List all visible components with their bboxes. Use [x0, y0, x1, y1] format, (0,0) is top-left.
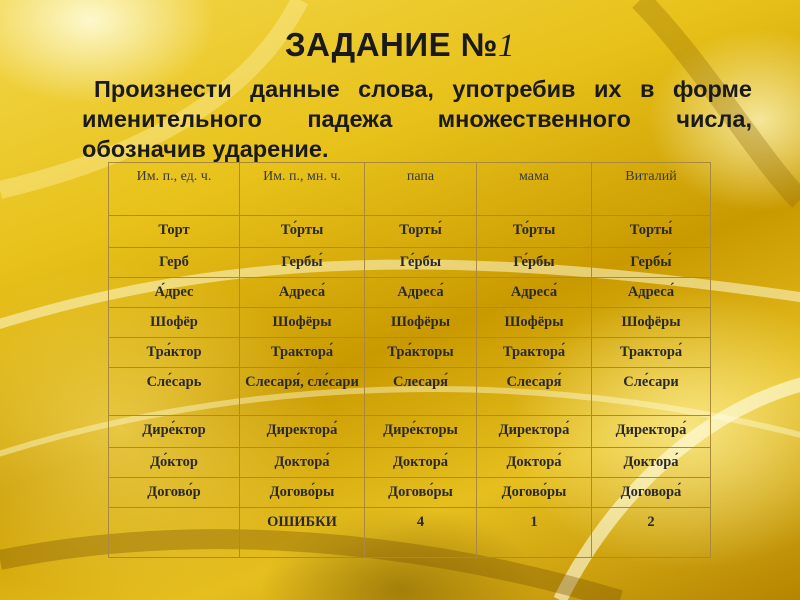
table-cell: Шофёры: [592, 308, 711, 338]
slide-title: [0, 26, 800, 65]
errors-row: [109, 508, 711, 558]
table-cell: Тра́кторы: [365, 338, 477, 368]
table-cell: Догово́р: [109, 478, 240, 508]
table-cell: Ге́рбы: [477, 248, 592, 278]
header-cell: Виталий: [592, 163, 711, 216]
table-cell: Директора́: [240, 416, 365, 448]
table-cell: Директора́: [592, 416, 711, 448]
table-cell: Адреса́: [477, 278, 592, 308]
table-cell: Дире́кторы: [365, 416, 477, 448]
table-cell: То́рты: [477, 216, 592, 248]
table-cell: Слесаря́: [477, 368, 592, 416]
table-cell: Шофёры: [365, 308, 477, 338]
errors-count: 4: [365, 508, 477, 558]
table-row: [109, 448, 711, 478]
table-cell: Договора́: [592, 478, 711, 508]
table-cell: Торты́: [365, 216, 477, 248]
table-cell: Тра́ктор: [109, 338, 240, 368]
table-cell: Герб: [109, 248, 240, 278]
table-cell: Торты́: [592, 216, 711, 248]
task-instruction: Произнести данные слова, употребив их в форме именительного падежа множественного числа, обозначив ударение.: [82, 76, 752, 162]
slide-title-text: ЗАДАНИЕ №: [284, 26, 499, 63]
table-cell: [109, 508, 240, 558]
table-cell: До́ктор: [109, 448, 240, 478]
errors-label: ОШИБКИ: [240, 508, 365, 558]
table-cell: Адреса́: [592, 278, 711, 308]
header-cell: Им. п., мн. ч.: [240, 163, 365, 216]
table-cell: Сле́сари: [592, 368, 711, 416]
header-cell: мама: [477, 163, 592, 216]
table-row: [109, 308, 711, 338]
table-cell: Ге́рбы: [365, 248, 477, 278]
table-cell: Трактора́: [240, 338, 365, 368]
header-cell: папа: [365, 163, 477, 216]
table-row: [109, 248, 711, 278]
table-cell: Слесаря́: [365, 368, 477, 416]
table-cell: Догово́ры: [365, 478, 477, 508]
table-cell: А́дрес: [109, 278, 240, 308]
table-cell: Доктора́: [477, 448, 592, 478]
table-cell: Адреса́: [240, 278, 365, 308]
table-cell: Слесаря́, сле́сари: [240, 368, 365, 416]
table-cell: Доктора́: [240, 448, 365, 478]
table-row: [109, 368, 711, 416]
table-cell: Догово́ры: [240, 478, 365, 508]
errors-count: 1: [477, 508, 592, 558]
table-header-row: [109, 163, 711, 216]
table-row: [109, 338, 711, 368]
table-cell: Шофёр: [109, 308, 240, 338]
table-row: [109, 278, 711, 308]
table-cell: Шофёры: [240, 308, 365, 338]
errors-count: 2: [592, 508, 711, 558]
table-row: [109, 478, 711, 508]
header-cell: Им. п., ед. ч.: [109, 163, 240, 216]
table-cell: Адреса́: [365, 278, 477, 308]
table-cell: Трактора́: [592, 338, 711, 368]
table-row: [109, 416, 711, 448]
table-cell: Доктора́: [592, 448, 711, 478]
table-cell: Догово́ры: [477, 478, 592, 508]
table-row: [109, 216, 711, 248]
table-cell: Гербы́: [240, 248, 365, 278]
table-cell: Дире́ктор: [109, 416, 240, 448]
table-cell: Директора́: [477, 416, 592, 448]
table-cell: То́рты: [240, 216, 365, 248]
slide-title-number: 1: [498, 28, 516, 64]
table-cell: Трактора́: [477, 338, 592, 368]
table-cell: Гербы́: [592, 248, 711, 278]
table-cell: Сле́сарь: [109, 368, 240, 416]
table-cell: Доктора́: [365, 448, 477, 478]
table-cell: Шофёры: [477, 308, 592, 338]
table-cell: Торт: [109, 216, 240, 248]
word-forms-table: [108, 162, 711, 558]
